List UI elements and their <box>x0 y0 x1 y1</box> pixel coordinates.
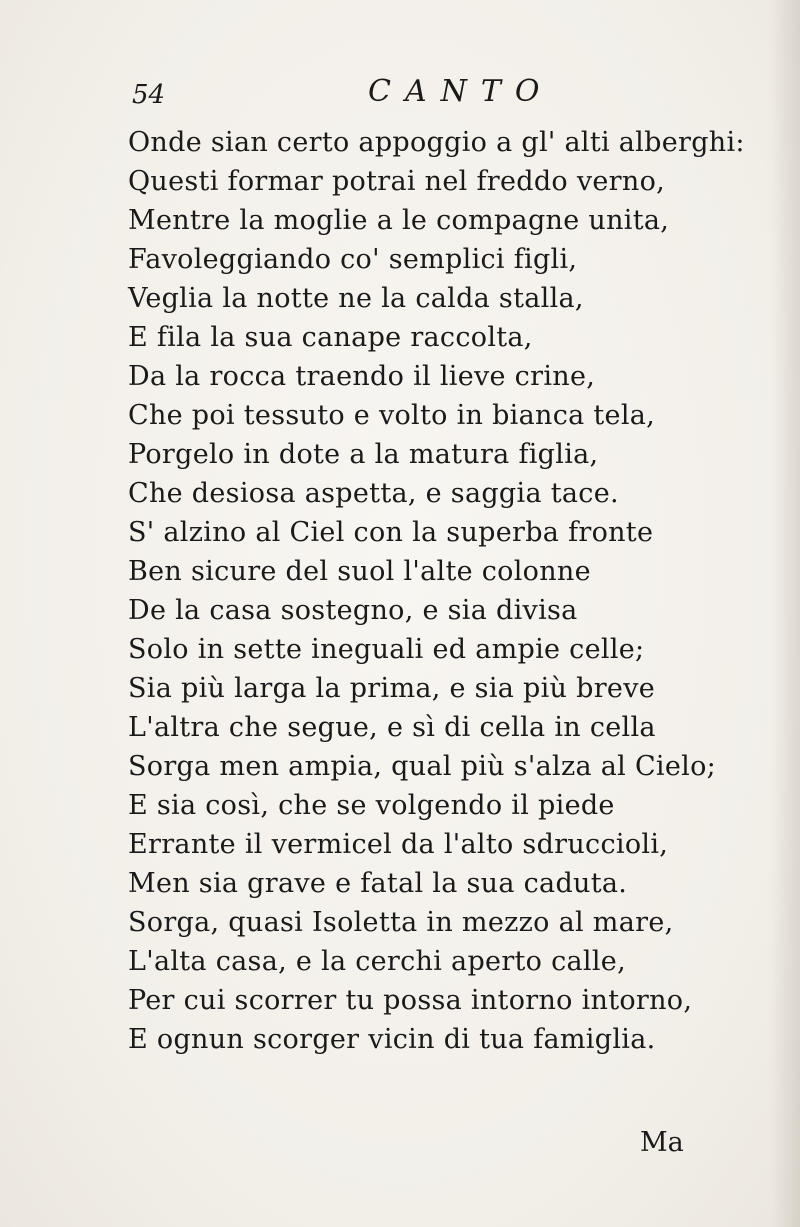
verse-line: Per cui scorrer tu possa intorno intorno, <box>128 985 693 1016</box>
verse-line: Sorga, quasi Isoletta in mezzo al mare, <box>128 907 674 938</box>
page-edge-shadow <box>770 0 800 1227</box>
verse-line: Sorga men ampia, qual più s'alza al Cielo; <box>128 751 717 782</box>
verse-line: Favoleggiando co' semplici figli, <box>128 244 578 275</box>
verse-line: Sia più larga la prima, e sia più breve <box>128 673 656 704</box>
verse-line: Onde sian certo appoggio a gl' alti alberghi: <box>128 127 745 158</box>
verse-line: Da la rocca traendo il lieve crine, <box>128 361 596 392</box>
verse-line: Solo in sette ineguali ed ampie celle; <box>128 634 645 665</box>
verse-line: E ognun scorger vicin di tua famiglia. <box>128 1024 656 1055</box>
verse-line: L'altra che segue, e sì di cella in cella <box>128 712 656 743</box>
verse-list <box>128 123 745 1059</box>
verse-line: E fila la sua canape raccolta, <box>128 322 533 353</box>
verse-line: Mentre la moglie a le compagne unita, <box>128 205 670 236</box>
verse-line: S' alzino al Ciel con la superba fronte <box>128 517 654 548</box>
verse-line: Veglia la notte ne la calda stalla, <box>128 283 584 314</box>
running-title: CANTO <box>368 74 554 109</box>
page-number: 54 <box>132 80 166 110</box>
verse-line: De la casa sostegno, e sia divisa <box>128 595 578 626</box>
catchword: Ma <box>640 1127 684 1158</box>
verse-line: Che desiosa aspetta, e saggia tace. <box>128 478 619 509</box>
verse-line: L'alta casa, e la cerchi aperto calle, <box>128 946 626 977</box>
verse-line: E sia così, che se volgendo il piede <box>128 790 615 821</box>
verse-line: Questi formar potrai nel freddo verno, <box>128 166 666 197</box>
verse-line: Errante il vermicel da l'alto sdruccioli, <box>128 829 669 860</box>
verse-line: Men sia grave e fatal la sua caduta. <box>128 868 628 899</box>
verse-line: Che poi tessuto e volto in bianca tela, <box>128 400 656 431</box>
verse-line: Ben sicure del suol l'alte colonne <box>128 556 591 587</box>
page-header <box>128 74 688 114</box>
verse-line: Porgelo in dote a la matura figlia, <box>128 439 599 470</box>
